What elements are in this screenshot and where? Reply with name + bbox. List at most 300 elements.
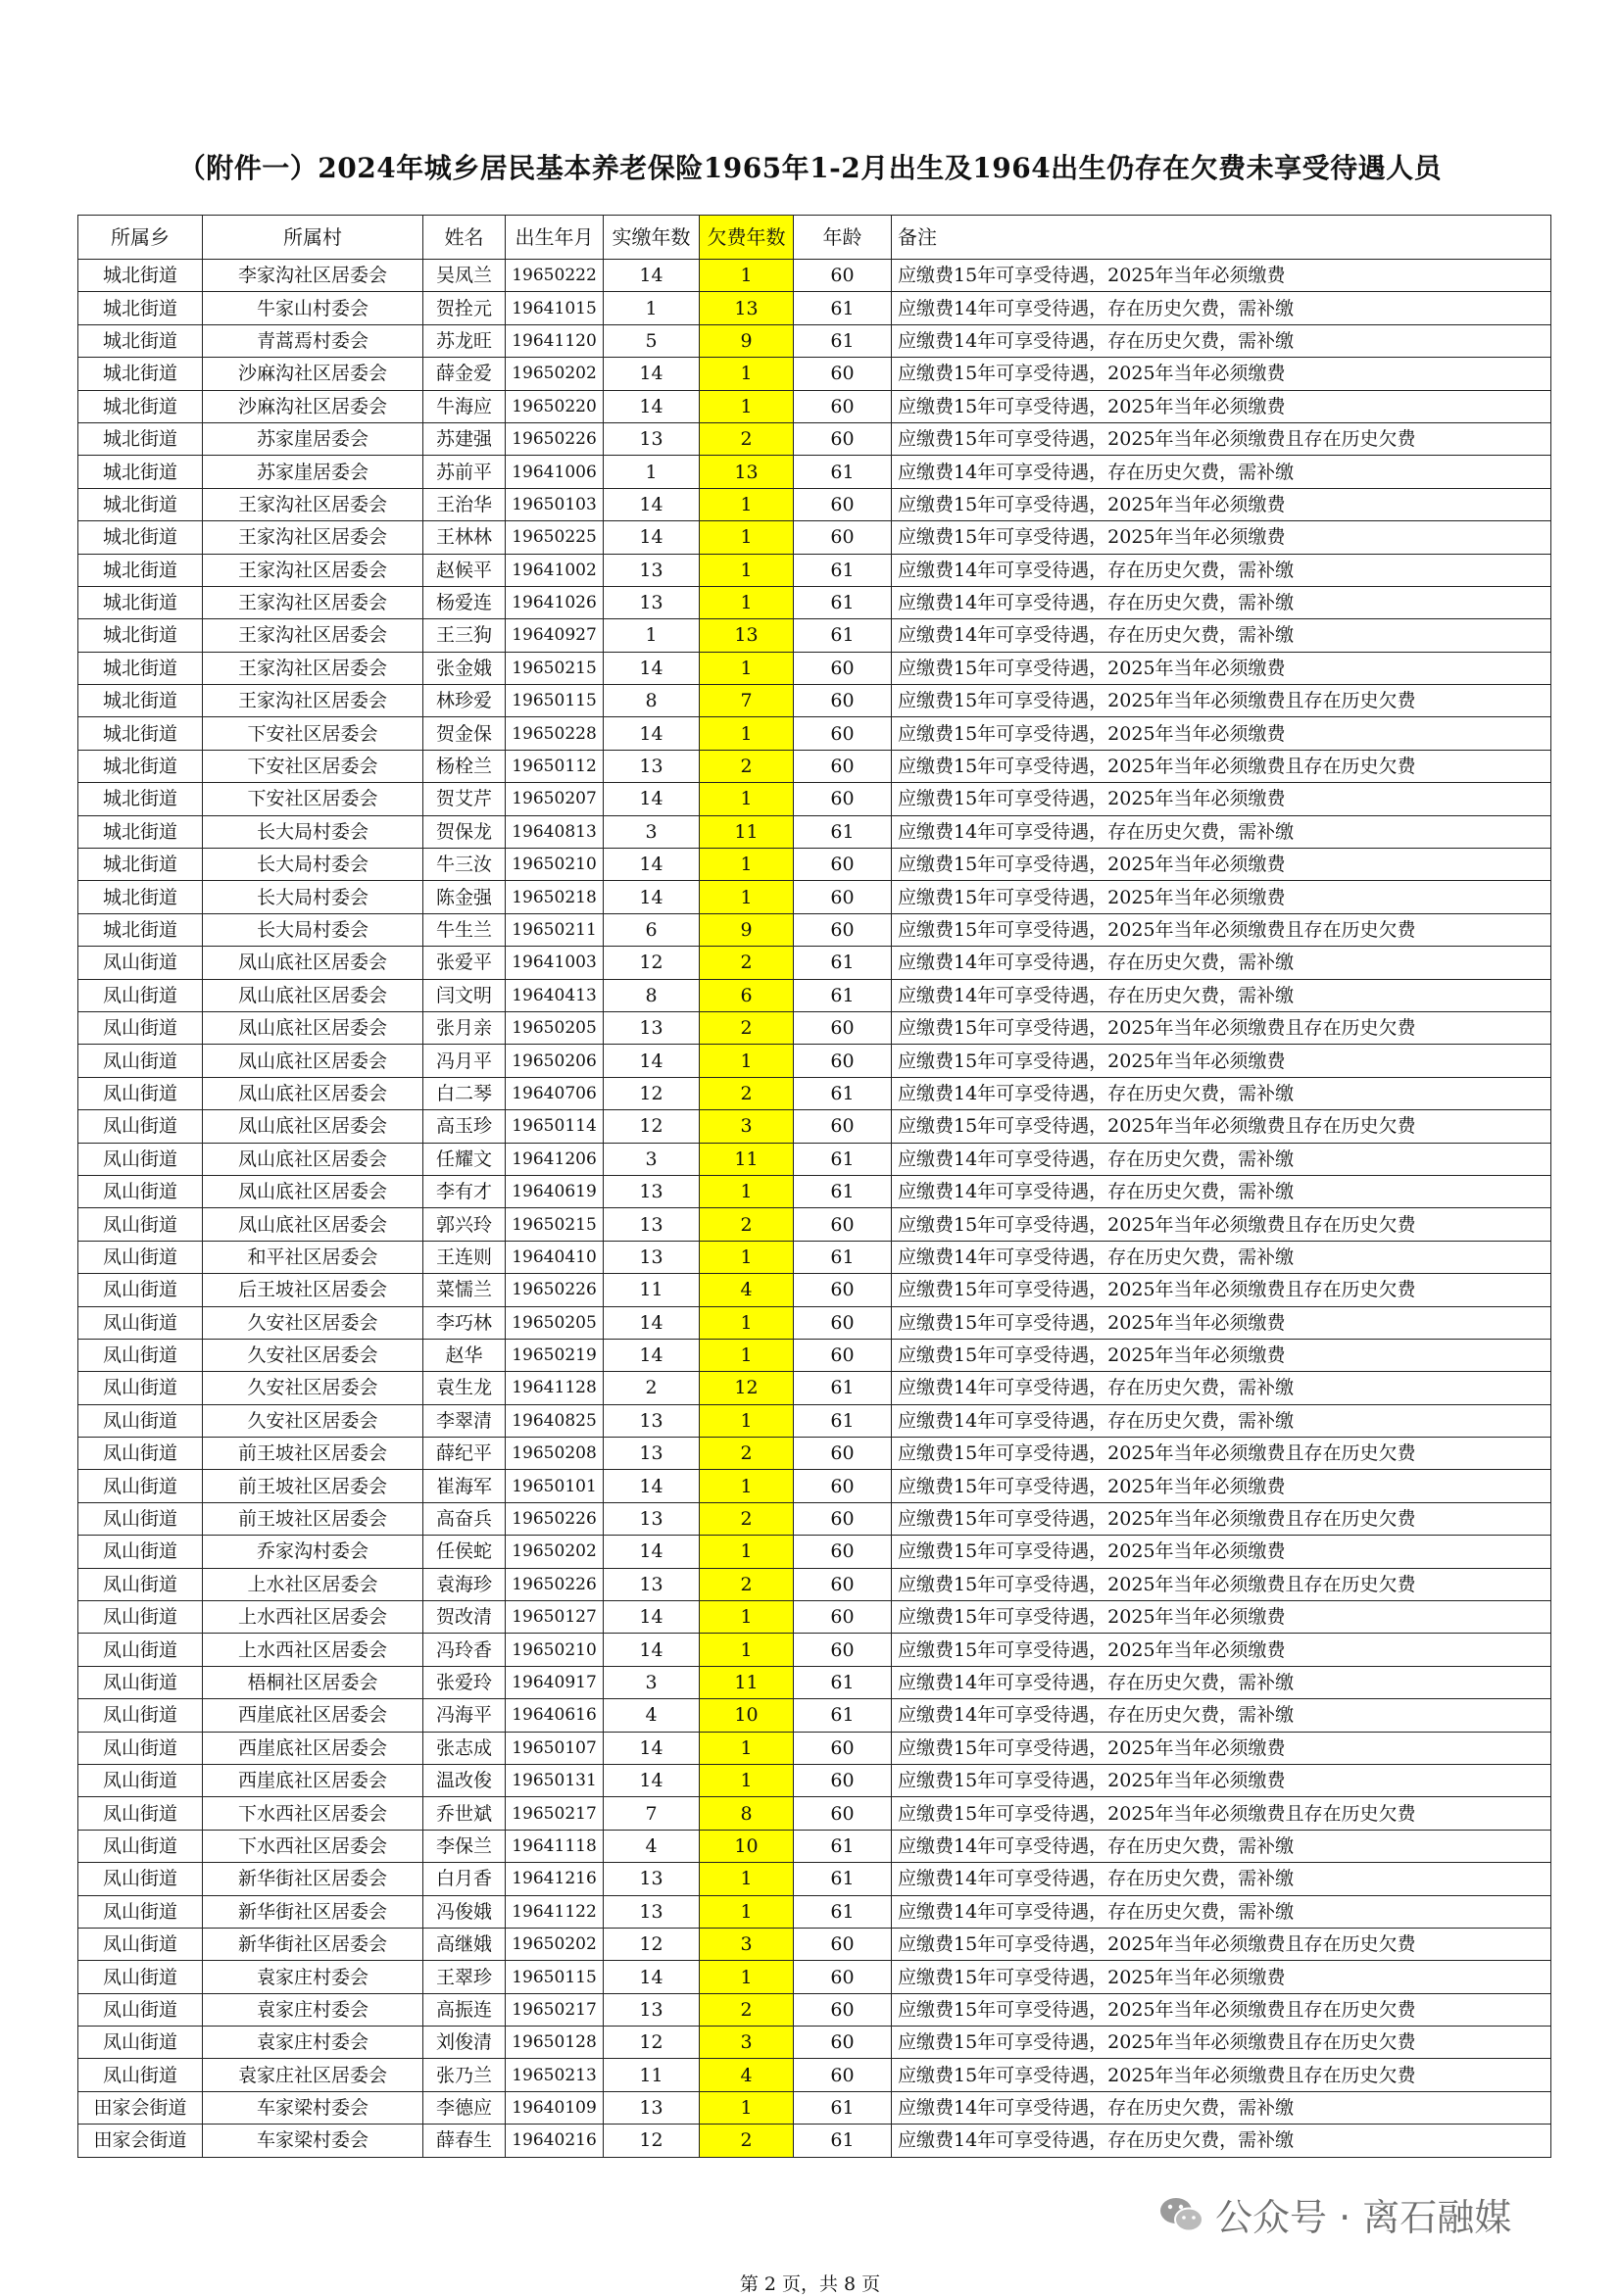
cell-arrears-years: 1 — [700, 1764, 794, 1796]
cell-paid-years: 13 — [604, 1175, 700, 1207]
cell-township: 凤山街道 — [78, 1764, 203, 1796]
cell-birth-date: 19650127 — [506, 1601, 604, 1634]
cell-age: 61 — [794, 1863, 892, 1895]
cell-name: 林珍爱 — [423, 685, 506, 717]
cell-paid-years: 14 — [604, 1961, 700, 1993]
cell-name: 冯玲香 — [423, 1634, 506, 1666]
cell-arrears-years: 9 — [700, 913, 794, 946]
cell-remarks: 应缴费14年可享受待遇，存在历史欠费，需补缴 — [892, 1895, 1551, 1928]
cell-name: 白月香 — [423, 1863, 506, 1895]
cell-paid-years: 8 — [604, 685, 700, 717]
table-row — [78, 1666, 1551, 1698]
cell-name: 李有才 — [423, 1175, 506, 1207]
cell-name: 王翠珍 — [423, 1961, 506, 1993]
cell-paid-years: 14 — [604, 783, 700, 815]
cell-remarks: 应缴费14年可享受待遇，存在历史欠费，需补缴 — [892, 324, 1551, 357]
cell-village: 王家沟社区居委会 — [203, 652, 423, 684]
cell-arrears-years: 1 — [700, 652, 794, 684]
cell-birth-date: 19650220 — [506, 390, 604, 422]
cell-birth-date: 19640813 — [506, 815, 604, 848]
table-row — [78, 1699, 1551, 1732]
page-footer: 第 2 页，共 8 页 — [739, 2273, 881, 2295]
cell-name: 袁海珍 — [423, 1568, 506, 1600]
cell-age: 60 — [794, 750, 892, 782]
cell-village: 新华街社区居委会 — [203, 1863, 423, 1895]
cell-paid-years: 14 — [604, 260, 700, 292]
cell-township: 凤山街道 — [78, 1732, 203, 1764]
cell-arrears-years: 2 — [700, 1993, 794, 2026]
table-row — [78, 260, 1551, 292]
cell-village: 凤山底社区居委会 — [203, 1011, 423, 1044]
cell-village: 王家沟社区居委会 — [203, 619, 423, 652]
cell-village: 久安社区居委会 — [203, 1372, 423, 1404]
cell-age: 60 — [794, 260, 892, 292]
cell-township: 城北街道 — [78, 717, 203, 750]
cell-age: 60 — [794, 1961, 892, 1993]
cell-remarks: 应缴费14年可享受待遇，存在历史欠费，需补缴 — [892, 2125, 1551, 2157]
cell-arrears-years: 4 — [700, 2059, 794, 2091]
cell-name: 刘俊清 — [423, 2027, 506, 2059]
cell-age: 60 — [794, 1438, 892, 1470]
cell-township: 城北街道 — [78, 913, 203, 946]
cell-arrears-years: 11 — [700, 815, 794, 848]
cell-age: 60 — [794, 1502, 892, 1535]
cell-paid-years: 13 — [604, 1502, 700, 1535]
cell-remarks: 应缴费14年可享受待遇，存在历史欠费，需补缴 — [892, 619, 1551, 652]
cell-paid-years: 13 — [604, 1438, 700, 1470]
cell-arrears-years: 1 — [700, 1601, 794, 1634]
cell-age: 61 — [794, 324, 892, 357]
cell-birth-date: 19650225 — [506, 521, 604, 554]
cell-age: 60 — [794, 913, 892, 946]
cell-birth-date: 19641206 — [506, 1143, 604, 1175]
cell-township: 凤山街道 — [78, 1895, 203, 1928]
cell-paid-years: 13 — [604, 554, 700, 586]
cell-paid-years: 13 — [604, 1568, 700, 1600]
header-birth-date: 出生年月 — [506, 216, 604, 260]
cell-remarks: 应缴费15年可享受待遇，2025年当年必须缴费且存在历史欠费 — [892, 2059, 1551, 2091]
cell-name: 白二琴 — [423, 1077, 506, 1109]
arrears-table — [77, 215, 1551, 2158]
cell-name: 贺改清 — [423, 1601, 506, 1634]
cell-birth-date: 19650210 — [506, 1634, 604, 1666]
table-row — [78, 652, 1551, 684]
cell-birth-date: 19650207 — [506, 783, 604, 815]
cell-name: 李翠清 — [423, 1404, 506, 1437]
cell-age: 60 — [794, 2027, 892, 2059]
table-row — [78, 1241, 1551, 1273]
cell-arrears-years: 1 — [700, 1961, 794, 1993]
table-row — [78, 324, 1551, 357]
cell-name: 杨栓兰 — [423, 750, 506, 782]
cell-birth-date: 19641003 — [506, 947, 604, 979]
cell-name: 菜懦兰 — [423, 1274, 506, 1306]
cell-village: 长大局村委会 — [203, 849, 423, 881]
cell-remarks: 应缴费15年可享受待遇，2025年当年必须缴费且存在历史欠费 — [892, 422, 1551, 455]
cell-remarks: 应缴费14年可享受待遇，存在历史欠费，需补缴 — [892, 1372, 1551, 1404]
cell-remarks: 应缴费14年可享受待遇，存在历史欠费，需补缴 — [892, 1699, 1551, 1732]
cell-paid-years: 14 — [604, 652, 700, 684]
cell-paid-years: 11 — [604, 2059, 700, 2091]
cell-township: 凤山街道 — [78, 1830, 203, 1862]
cell-birth-date: 19640616 — [506, 1699, 604, 1732]
header-paid-years: 实缴年数 — [604, 216, 700, 260]
cell-township: 城北街道 — [78, 260, 203, 292]
cell-village: 袁家庄社区居委会 — [203, 2059, 423, 2091]
cell-birth-date: 19641122 — [506, 1895, 604, 1928]
table-row — [78, 1175, 1551, 1207]
cell-paid-years: 12 — [604, 2027, 700, 2059]
cell-township: 城北街道 — [78, 521, 203, 554]
cell-arrears-years: 3 — [700, 1928, 794, 1960]
cell-age: 61 — [794, 619, 892, 652]
cell-arrears-years: 1 — [700, 881, 794, 913]
cell-paid-years: 14 — [604, 717, 700, 750]
cell-remarks: 应缴费15年可享受待遇，2025年当年必须缴费且存在历史欠费 — [892, 1110, 1551, 1143]
cell-township: 凤山街道 — [78, 1339, 203, 1371]
wechat-icon — [1158, 2195, 1205, 2234]
cell-birth-date: 19650211 — [506, 913, 604, 946]
cell-paid-years: 14 — [604, 1045, 700, 1077]
cell-village: 凤山底社区居委会 — [203, 947, 423, 979]
cell-name: 冯海平 — [423, 1699, 506, 1732]
cell-age: 60 — [794, 390, 892, 422]
cell-age: 60 — [794, 488, 892, 520]
cell-village: 西崖底社区居委会 — [203, 1699, 423, 1732]
cell-paid-years: 14 — [604, 390, 700, 422]
cell-paid-years: 14 — [604, 358, 700, 390]
cell-name: 牛海应 — [423, 390, 506, 422]
cell-age: 60 — [794, 521, 892, 554]
cell-remarks: 应缴费15年可享受待遇，2025年当年必须缴费 — [892, 390, 1551, 422]
cell-remarks: 应缴费15年可享受待遇，2025年当年必须缴费且存在历史欠费 — [892, 1797, 1551, 1830]
cell-paid-years: 4 — [604, 1830, 700, 1862]
cell-paid-years: 5 — [604, 324, 700, 357]
header-township: 所属乡 — [78, 216, 203, 260]
table-row — [78, 913, 1551, 946]
table-row — [78, 1797, 1551, 1830]
cell-birth-date: 19650107 — [506, 1732, 604, 1764]
cell-paid-years: 3 — [604, 815, 700, 848]
cell-birth-date: 19650219 — [506, 1339, 604, 1371]
cell-age: 61 — [794, 1404, 892, 1437]
cell-township: 凤山街道 — [78, 947, 203, 979]
table-row — [78, 750, 1551, 782]
cell-village: 下安社区居委会 — [203, 783, 423, 815]
cell-name: 任耀文 — [423, 1143, 506, 1175]
cell-village: 前王坡社区居委会 — [203, 1470, 423, 1502]
table-row — [78, 2027, 1551, 2059]
cell-paid-years: 13 — [604, 1993, 700, 2026]
cell-village: 前王坡社区居委会 — [203, 1502, 423, 1535]
cell-arrears-years: 3 — [700, 2027, 794, 2059]
table-row — [78, 717, 1551, 750]
cell-remarks: 应缴费15年可享受待遇，2025年当年必须缴费且存在历史欠费 — [892, 2027, 1551, 2059]
cell-village: 沙麻沟社区居委会 — [203, 390, 423, 422]
cell-name: 薛春生 — [423, 2125, 506, 2157]
cell-name: 贺保龙 — [423, 815, 506, 848]
cell-remarks: 应缴费14年可享受待遇，存在历史欠费，需补缴 — [892, 947, 1551, 979]
cell-age: 61 — [794, 1699, 892, 1732]
cell-age: 61 — [794, 979, 892, 1011]
cell-paid-years: 8 — [604, 979, 700, 1011]
cell-age: 60 — [794, 1732, 892, 1764]
cell-paid-years: 13 — [604, 1863, 700, 1895]
cell-village: 上水西社区居委会 — [203, 1601, 423, 1634]
cell-remarks: 应缴费14年可享受待遇，存在历史欠费，需补缴 — [892, 1863, 1551, 1895]
cell-paid-years: 13 — [604, 1208, 700, 1241]
cell-name: 张金娥 — [423, 652, 506, 684]
cell-birth-date: 19641002 — [506, 554, 604, 586]
cell-age: 61 — [794, 2091, 892, 2124]
cell-township: 城北街道 — [78, 324, 203, 357]
cell-remarks: 应缴费15年可享受待遇，2025年当年必须缴费 — [892, 783, 1551, 815]
cell-birth-date: 19650213 — [506, 2059, 604, 2091]
cell-arrears-years: 6 — [700, 979, 794, 1011]
table-row — [78, 849, 1551, 881]
cell-birth-date: 19650226 — [506, 1274, 604, 1306]
cell-township: 凤山街道 — [78, 1634, 203, 1666]
cell-village: 牛家山村委会 — [203, 292, 423, 324]
table-row — [78, 1928, 1551, 1960]
cell-name: 高玉珍 — [423, 1110, 506, 1143]
cell-village: 长大局村委会 — [203, 815, 423, 848]
cell-township: 凤山街道 — [78, 2027, 203, 2059]
cell-township: 凤山街道 — [78, 1536, 203, 1568]
cell-birth-date: 19650205 — [506, 1011, 604, 1044]
cell-birth-date: 19650226 — [506, 422, 604, 455]
cell-birth-date: 19650131 — [506, 1764, 604, 1796]
cell-remarks: 应缴费14年可享受待遇，存在历史欠费，需补缴 — [892, 815, 1551, 848]
cell-remarks: 应缴费15年可享受待遇，2025年当年必须缴费且存在历史欠费 — [892, 1438, 1551, 1470]
cell-village: 袁家庄村委会 — [203, 1993, 423, 2026]
cell-remarks: 应缴费15年可享受待遇，2025年当年必须缴费且存在历史欠费 — [892, 1208, 1551, 1241]
cell-age: 60 — [794, 1470, 892, 1502]
cell-paid-years: 4 — [604, 1699, 700, 1732]
cell-village: 李家沟社区居委会 — [203, 260, 423, 292]
table-row — [78, 390, 1551, 422]
cell-arrears-years: 8 — [700, 1797, 794, 1830]
cell-village: 前王坡社区居委会 — [203, 1438, 423, 1470]
cell-village: 下安社区居委会 — [203, 717, 423, 750]
table-row — [78, 2091, 1551, 2124]
cell-name: 高奋兵 — [423, 1502, 506, 1535]
document-title: （附件一）2024年城乡居民基本养老保险1965年1-2月出生及1964出生仍存在欠费未享受待遇人员 — [177, 152, 1443, 184]
header-arrears-years: 欠费年数 — [700, 216, 794, 260]
table-row — [78, 815, 1551, 848]
cell-name: 袁生龙 — [423, 1372, 506, 1404]
cell-remarks: 应缴费15年可享受待遇，2025年当年必须缴费且存在历史欠费 — [892, 913, 1551, 946]
cell-name: 张爱平 — [423, 947, 506, 979]
table-row — [78, 1568, 1551, 1600]
cell-birth-date: 19640825 — [506, 1404, 604, 1437]
cell-age: 61 — [794, 586, 892, 618]
cell-arrears-years: 7 — [700, 685, 794, 717]
cell-township: 城北街道 — [78, 783, 203, 815]
cell-village: 凤山底社区居委会 — [203, 979, 423, 1011]
cell-birth-date: 19650101 — [506, 1470, 604, 1502]
cell-name: 贺金保 — [423, 717, 506, 750]
cell-remarks: 应缴费14年可享受待遇，存在历史欠费，需补缴 — [892, 456, 1551, 488]
table-row — [78, 1732, 1551, 1764]
table-row — [78, 358, 1551, 390]
table-row — [78, 783, 1551, 815]
cell-arrears-years: 1 — [700, 1732, 794, 1764]
cell-arrears-years: 1 — [700, 554, 794, 586]
cell-age: 60 — [794, 1568, 892, 1600]
cell-arrears-years: 2 — [700, 1208, 794, 1241]
cell-birth-date: 19650114 — [506, 1110, 604, 1143]
cell-arrears-years: 2 — [700, 1077, 794, 1109]
table-row — [78, 554, 1551, 586]
cell-village: 凤山底社区居委会 — [203, 1110, 423, 1143]
cell-remarks: 应缴费15年可享受待遇，2025年当年必须缴费且存在历史欠费 — [892, 1568, 1551, 1600]
cell-paid-years: 13 — [604, 586, 700, 618]
cell-name: 王林林 — [423, 521, 506, 554]
cell-village: 沙麻沟社区居委会 — [203, 358, 423, 390]
cell-birth-date: 19650128 — [506, 2027, 604, 2059]
cell-age: 61 — [794, 1830, 892, 1862]
cell-village: 凤山底社区居委会 — [203, 1143, 423, 1175]
cell-remarks: 应缴费15年可享受待遇，2025年当年必须缴费且存在历史欠费 — [892, 1928, 1551, 1960]
table-row — [78, 2059, 1551, 2091]
cell-township: 凤山街道 — [78, 1274, 203, 1306]
cell-remarks: 应缴费14年可享受待遇，存在历史欠费，需补缴 — [892, 1830, 1551, 1862]
cell-township: 凤山街道 — [78, 1208, 203, 1241]
cell-village: 上水西社区居委会 — [203, 1634, 423, 1666]
cell-name: 李保兰 — [423, 1830, 506, 1862]
cell-age: 61 — [794, 947, 892, 979]
cell-age: 61 — [794, 1666, 892, 1698]
table-row — [78, 1208, 1551, 1241]
cell-township: 凤山街道 — [78, 1699, 203, 1732]
cell-remarks: 应缴费15年可享受待遇，2025年当年必须缴费 — [892, 1634, 1551, 1666]
cell-township: 凤山街道 — [78, 1372, 203, 1404]
cell-township: 凤山街道 — [78, 2059, 203, 2091]
cell-paid-years: 1 — [604, 619, 700, 652]
cell-arrears-years: 1 — [700, 1339, 794, 1371]
cell-village: 新华街社区居委会 — [203, 1895, 423, 1928]
cell-birth-date: 19650215 — [506, 652, 604, 684]
cell-remarks: 应缴费15年可享受待遇，2025年当年必须缴费 — [892, 849, 1551, 881]
cell-arrears-years: 1 — [700, 1536, 794, 1568]
table-row — [78, 1863, 1551, 1895]
cell-paid-years: 6 — [604, 913, 700, 946]
cell-age: 61 — [794, 2125, 892, 2157]
cell-remarks: 应缴费15年可享受待遇，2025年当年必须缴费且存在历史欠费 — [892, 1274, 1551, 1306]
cell-township: 凤山街道 — [78, 1601, 203, 1634]
cell-remarks: 应缴费14年可享受待遇，存在历史欠费，需补缴 — [892, 1241, 1551, 1273]
cell-remarks: 应缴费15年可享受待遇，2025年当年必须缴费 — [892, 1339, 1551, 1371]
cell-remarks: 应缴费15年可享受待遇，2025年当年必须缴费且存在历史欠费 — [892, 1502, 1551, 1535]
cell-arrears-years: 11 — [700, 1143, 794, 1175]
cell-township: 城北街道 — [78, 422, 203, 455]
cell-village: 车家梁村委会 — [203, 2125, 423, 2157]
cell-arrears-years: 11 — [700, 1666, 794, 1698]
cell-paid-years: 13 — [604, 1404, 700, 1437]
cell-township: 田家会街道 — [78, 2125, 203, 2157]
cell-paid-years: 3 — [604, 1666, 700, 1698]
cell-township: 凤山街道 — [78, 1797, 203, 1830]
table-row — [78, 619, 1551, 652]
cell-village: 后王坡社区居委会 — [203, 1274, 423, 1306]
cell-village: 王家沟社区居委会 — [203, 685, 423, 717]
cell-arrears-years: 1 — [700, 717, 794, 750]
cell-arrears-years: 1 — [700, 1470, 794, 1502]
cell-village: 青蒿焉村委会 — [203, 324, 423, 357]
cell-age: 60 — [794, 1536, 892, 1568]
table-header-row — [78, 216, 1551, 260]
cell-age: 60 — [794, 1764, 892, 1796]
cell-age: 60 — [794, 685, 892, 717]
cell-name: 李德应 — [423, 2091, 506, 2124]
cell-name: 乔世斌 — [423, 1797, 506, 1830]
cell-village: 下水西社区居委会 — [203, 1797, 423, 1830]
cell-birth-date: 19650208 — [506, 1438, 604, 1470]
cell-birth-date: 19640109 — [506, 2091, 604, 2124]
cell-village: 久安社区居委会 — [203, 1339, 423, 1371]
cell-age: 60 — [794, 783, 892, 815]
cell-age: 60 — [794, 2059, 892, 2091]
cell-name: 张乃兰 — [423, 2059, 506, 2091]
cell-township: 凤山街道 — [78, 1011, 203, 1044]
cell-paid-years: 1 — [604, 456, 700, 488]
cell-township: 城北街道 — [78, 750, 203, 782]
cell-remarks: 应缴费15年可享受待遇，2025年当年必须缴费 — [892, 1306, 1551, 1339]
cell-village: 凤山底社区居委会 — [203, 1045, 423, 1077]
cell-age: 60 — [794, 1634, 892, 1666]
cell-township: 凤山街道 — [78, 979, 203, 1011]
cell-paid-years: 7 — [604, 1797, 700, 1830]
cell-remarks: 应缴费15年可享受待遇，2025年当年必须缴费 — [892, 1470, 1551, 1502]
table-row — [78, 1764, 1551, 1796]
cell-age: 60 — [794, 1797, 892, 1830]
cell-township: 凤山街道 — [78, 1143, 203, 1175]
cell-arrears-years: 1 — [700, 849, 794, 881]
cell-birth-date: 19650205 — [506, 1306, 604, 1339]
cell-birth-date: 19650202 — [506, 358, 604, 390]
cell-remarks: 应缴费15年可享受待遇，2025年当年必须缴费 — [892, 717, 1551, 750]
table-row — [78, 292, 1551, 324]
cell-paid-years: 14 — [604, 488, 700, 520]
table-row — [78, 488, 1551, 520]
cell-birth-date: 19640927 — [506, 619, 604, 652]
table-row — [78, 521, 1551, 554]
cell-township: 城北街道 — [78, 358, 203, 390]
cell-age: 61 — [794, 1175, 892, 1207]
table-row — [78, 947, 1551, 979]
cell-township: 城北街道 — [78, 586, 203, 618]
cell-name: 张爱玲 — [423, 1666, 506, 1698]
cell-remarks: 应缴费14年可享受待遇，存在历史欠费，需补缴 — [892, 2091, 1551, 2124]
cell-age: 60 — [794, 849, 892, 881]
cell-name: 张月亲 — [423, 1011, 506, 1044]
cell-paid-years: 14 — [604, 849, 700, 881]
cell-arrears-years: 1 — [700, 1241, 794, 1273]
cell-birth-date: 19650210 — [506, 849, 604, 881]
cell-arrears-years: 2 — [700, 947, 794, 979]
cell-township: 凤山街道 — [78, 1502, 203, 1535]
cell-birth-date: 19650215 — [506, 1208, 604, 1241]
cell-name: 郭兴玲 — [423, 1208, 506, 1241]
cell-birth-date: 19650103 — [506, 488, 604, 520]
cell-township: 城北街道 — [78, 849, 203, 881]
cell-birth-date: 19641015 — [506, 292, 604, 324]
cell-paid-years: 13 — [604, 422, 700, 455]
cell-birth-date: 19650206 — [506, 1045, 604, 1077]
cell-village: 袁家庄村委会 — [203, 2027, 423, 2059]
cell-birth-date: 19641216 — [506, 1863, 604, 1895]
